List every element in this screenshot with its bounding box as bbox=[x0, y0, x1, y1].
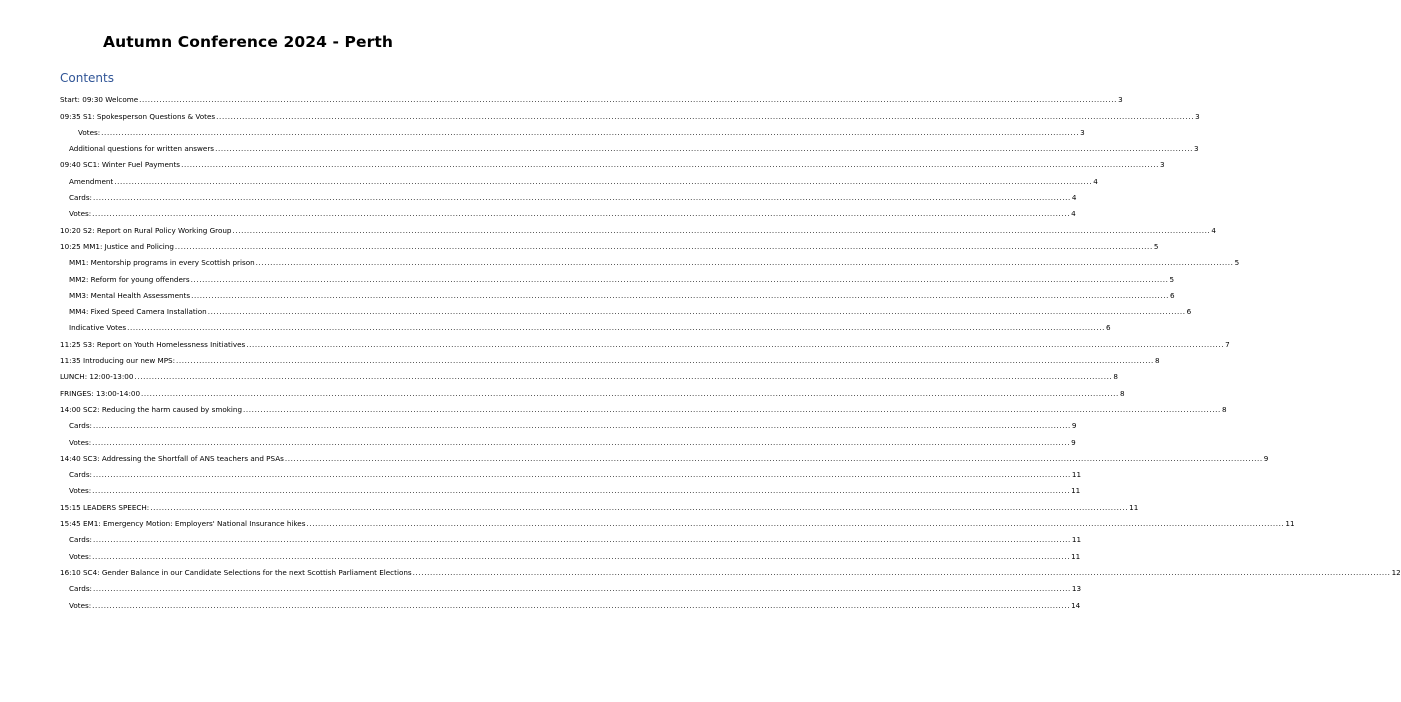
toc-entry[interactable] bbox=[60, 544, 1081, 561]
toc-dot-leader bbox=[139, 95, 1117, 104]
toc-dot-leader bbox=[92, 438, 1070, 447]
toc-dot-leader bbox=[114, 177, 1092, 186]
document-title: Autumn Conference 2024 - Perth bbox=[103, 33, 393, 51]
toc-dot-leader bbox=[93, 470, 1071, 479]
toc-dot-leader bbox=[93, 584, 1071, 593]
toc-entry-label: Votes: bbox=[69, 209, 92, 219]
toc-dot-leader bbox=[134, 372, 1112, 381]
toc-entry-page-number: 3 bbox=[1159, 160, 1165, 170]
toc-dot-leader bbox=[191, 291, 1169, 300]
toc-entry-label: 09:40 SC1: Winter Fuel Payments bbox=[60, 160, 181, 170]
toc-entry-label: MM1: Mentorship programs in every Scottish prison bbox=[69, 258, 255, 268]
toc-dot-leader bbox=[150, 503, 1128, 512]
toc-entry-page-number: 3 bbox=[1118, 95, 1123, 105]
toc-entry-label: Cards: bbox=[69, 470, 92, 480]
toc-entry-label: 11:35 Introducing our new MPS: bbox=[60, 356, 176, 366]
toc-entry-page-number: 13 bbox=[1071, 584, 1082, 594]
toc-entry-page-number: 11 bbox=[1071, 535, 1082, 545]
toc-entry[interactable] bbox=[60, 381, 1125, 398]
toc-entry-page-number: 14 bbox=[1071, 600, 1081, 610]
toc-entry-page-number: 4 bbox=[1071, 193, 1077, 203]
toc-entry-label: MM4: Fixed Speed Camera Installation bbox=[69, 307, 207, 317]
toc-dot-leader bbox=[181, 160, 1159, 169]
toc-dot-leader bbox=[243, 405, 1221, 414]
toc-entry-label: 09:35 S1: Spokesperson Questions & Votes bbox=[60, 111, 216, 121]
toc-entry-label: Votes: bbox=[69, 551, 92, 561]
toc-entry-page-number: 6 bbox=[1170, 290, 1175, 300]
toc-entry[interactable] bbox=[60, 528, 1082, 545]
toc-entry[interactable] bbox=[60, 447, 1269, 463]
toc-entry[interactable] bbox=[60, 577, 1082, 594]
toc-dot-leader bbox=[175, 242, 1153, 251]
toc-entry-page-number: 4 bbox=[1093, 176, 1098, 186]
table-of-contents bbox=[60, 88, 1401, 610]
toc-entry[interactable] bbox=[60, 593, 1081, 610]
toc-entry-label: Cards: bbox=[69, 584, 92, 594]
toc-entry-label: 16:10 SC4: Gender Balance in our Candidate Selections for the next Scottish Parliament Elections bbox=[60, 567, 412, 577]
toc-entry[interactable] bbox=[60, 88, 1123, 105]
toc-entry-label: 15:45 EM1: Emergency Motion: Employers' National Insurance hikes bbox=[60, 519, 306, 529]
toc-entry[interactable] bbox=[60, 267, 1175, 284]
toc-entry[interactable] bbox=[60, 284, 1175, 300]
toc-entry[interactable] bbox=[60, 414, 1077, 431]
toc-entry[interactable] bbox=[60, 349, 1160, 366]
toc-entry[interactable] bbox=[60, 218, 1216, 235]
toc-entry-page-number: 9 bbox=[1263, 453, 1269, 463]
toc-dot-leader bbox=[92, 552, 1070, 561]
toc-entry-label: 10:20 S2: Report on Rural Policy Working Group bbox=[60, 225, 232, 235]
toc-dot-leader bbox=[141, 389, 1119, 398]
toc-dot-leader bbox=[306, 519, 1284, 528]
toc-dot-leader bbox=[216, 112, 1194, 121]
toc-entry[interactable] bbox=[60, 495, 1139, 512]
toc-entry-page-number: 5 bbox=[1153, 241, 1159, 251]
toc-entry-page-number: 7 bbox=[1225, 339, 1230, 349]
toc-entry-label: FRINGES: 13:00-14:00 bbox=[60, 388, 141, 398]
toc-entry-page-number: 12 bbox=[1391, 567, 1401, 577]
toc-dot-leader bbox=[176, 356, 1154, 365]
toc-entry[interactable] bbox=[60, 169, 1098, 186]
toc-dot-leader bbox=[208, 307, 1186, 316]
toc-entry-page-number: 11 bbox=[1071, 486, 1081, 496]
toc-entry-page-number: 6 bbox=[1106, 323, 1111, 333]
toc-dot-leader bbox=[92, 486, 1070, 495]
toc-dot-leader bbox=[191, 275, 1169, 284]
toc-entry-label: MM2: Reform for young offenders bbox=[69, 274, 190, 284]
toc-entry-label: 11:25 S3: Report on Youth Homelessness Initiatives bbox=[60, 339, 246, 349]
toc-entry[interactable] bbox=[60, 463, 1082, 480]
toc-entry-label: 14:40 SC3: Addressing the Shortfall of ANS teachers and PSAs bbox=[60, 453, 284, 463]
contents-heading: Contents bbox=[60, 71, 114, 85]
toc-entry[interactable] bbox=[60, 398, 1227, 414]
toc-dot-leader bbox=[93, 193, 1071, 202]
toc-entry-page-number: 6 bbox=[1186, 307, 1192, 317]
toc-entry-label: LUNCH: 12:00-13:00 bbox=[60, 372, 134, 382]
toc-entry[interactable] bbox=[60, 430, 1076, 447]
toc-entry-page-number: 5 bbox=[1234, 258, 1240, 268]
toc-dot-leader bbox=[413, 568, 1391, 577]
toc-dot-leader bbox=[92, 601, 1070, 610]
toc-entry[interactable] bbox=[60, 121, 1085, 137]
toc-entry-label: Votes: bbox=[69, 600, 92, 610]
toc-entry-page-number: 9 bbox=[1071, 421, 1077, 431]
toc-entry-label: MM3: Mental Health Assessments bbox=[69, 290, 191, 300]
toc-entry-page-number: 11 bbox=[1129, 502, 1139, 512]
toc-entry[interactable] bbox=[60, 300, 1192, 317]
toc-entry-page-number: 8 bbox=[1221, 404, 1227, 414]
toc-entry-page-number: 4 bbox=[1211, 225, 1216, 235]
toc-entry-label: Cards: bbox=[69, 535, 92, 545]
toc-entry-label: 10:25 MM1: Justice and Policing bbox=[60, 241, 174, 251]
toc-entry[interactable] bbox=[60, 202, 1076, 219]
toc-dot-leader bbox=[215, 144, 1193, 153]
toc-dot-leader bbox=[93, 421, 1071, 430]
toc-entry-label: 15:15 LEADERS SPEECH: bbox=[60, 502, 150, 512]
toc-dot-leader bbox=[285, 454, 1263, 463]
toc-entry-page-number: 9 bbox=[1071, 437, 1076, 447]
toc-entry[interactable] bbox=[60, 365, 1118, 382]
toc-dot-leader bbox=[92, 209, 1070, 218]
toc-dot-leader bbox=[246, 340, 1224, 349]
toc-entry-label: Votes: bbox=[78, 127, 101, 137]
toc-entry-page-number: 3 bbox=[1193, 144, 1199, 154]
toc-entry[interactable] bbox=[60, 512, 1295, 529]
toc-entry[interactable] bbox=[60, 186, 1077, 203]
toc-entry[interactable] bbox=[60, 235, 1159, 251]
toc-entry[interactable] bbox=[60, 137, 1199, 154]
toc-entry-label: Votes: bbox=[69, 486, 92, 496]
toc-entry[interactable] bbox=[60, 332, 1230, 349]
toc-entry-label: Amendment bbox=[69, 176, 114, 186]
toc-dot-leader bbox=[101, 128, 1079, 137]
toc-entry-page-number: 3 bbox=[1195, 111, 1200, 121]
toc-entry-page-number: 11 bbox=[1071, 470, 1082, 480]
toc-entry-label: Indicative Votes bbox=[69, 323, 127, 333]
toc-entry-page-number: 11 bbox=[1071, 551, 1081, 561]
toc-entry-label: Cards: bbox=[69, 193, 92, 203]
toc-entry-page-number: 8 bbox=[1119, 388, 1125, 398]
toc-dot-leader bbox=[127, 323, 1105, 332]
toc-dot-leader bbox=[256, 258, 1234, 267]
toc-entry-page-number: 11 bbox=[1285, 519, 1295, 529]
toc-entry[interactable] bbox=[60, 104, 1200, 121]
toc-entry-label: Additional questions for written answers bbox=[69, 144, 215, 154]
toc-entry[interactable] bbox=[60, 153, 1165, 170]
toc-entry-page-number: 8 bbox=[1154, 356, 1160, 366]
toc-entry-page-number: 5 bbox=[1169, 274, 1175, 284]
toc-dot-leader bbox=[233, 226, 1211, 235]
toc-entry-label: 14:00 SC2: Reducing the harm caused by smoking bbox=[60, 404, 243, 414]
toc-entry-page-number: 8 bbox=[1113, 372, 1118, 382]
toc-entry-page-number: 4 bbox=[1071, 209, 1076, 219]
toc-dot-leader bbox=[93, 535, 1071, 544]
toc-entry-label: Cards: bbox=[69, 421, 92, 431]
toc-entry-page-number: 3 bbox=[1080, 127, 1085, 137]
toc-entry-label: Votes: bbox=[69, 437, 92, 447]
toc-entry[interactable] bbox=[60, 251, 1240, 268]
toc-entry[interactable] bbox=[60, 561, 1401, 577]
toc-entry[interactable] bbox=[60, 479, 1081, 496]
toc-entry[interactable] bbox=[60, 316, 1111, 333]
toc-entry-label: Start: 09:30 Welcome bbox=[60, 95, 139, 105]
